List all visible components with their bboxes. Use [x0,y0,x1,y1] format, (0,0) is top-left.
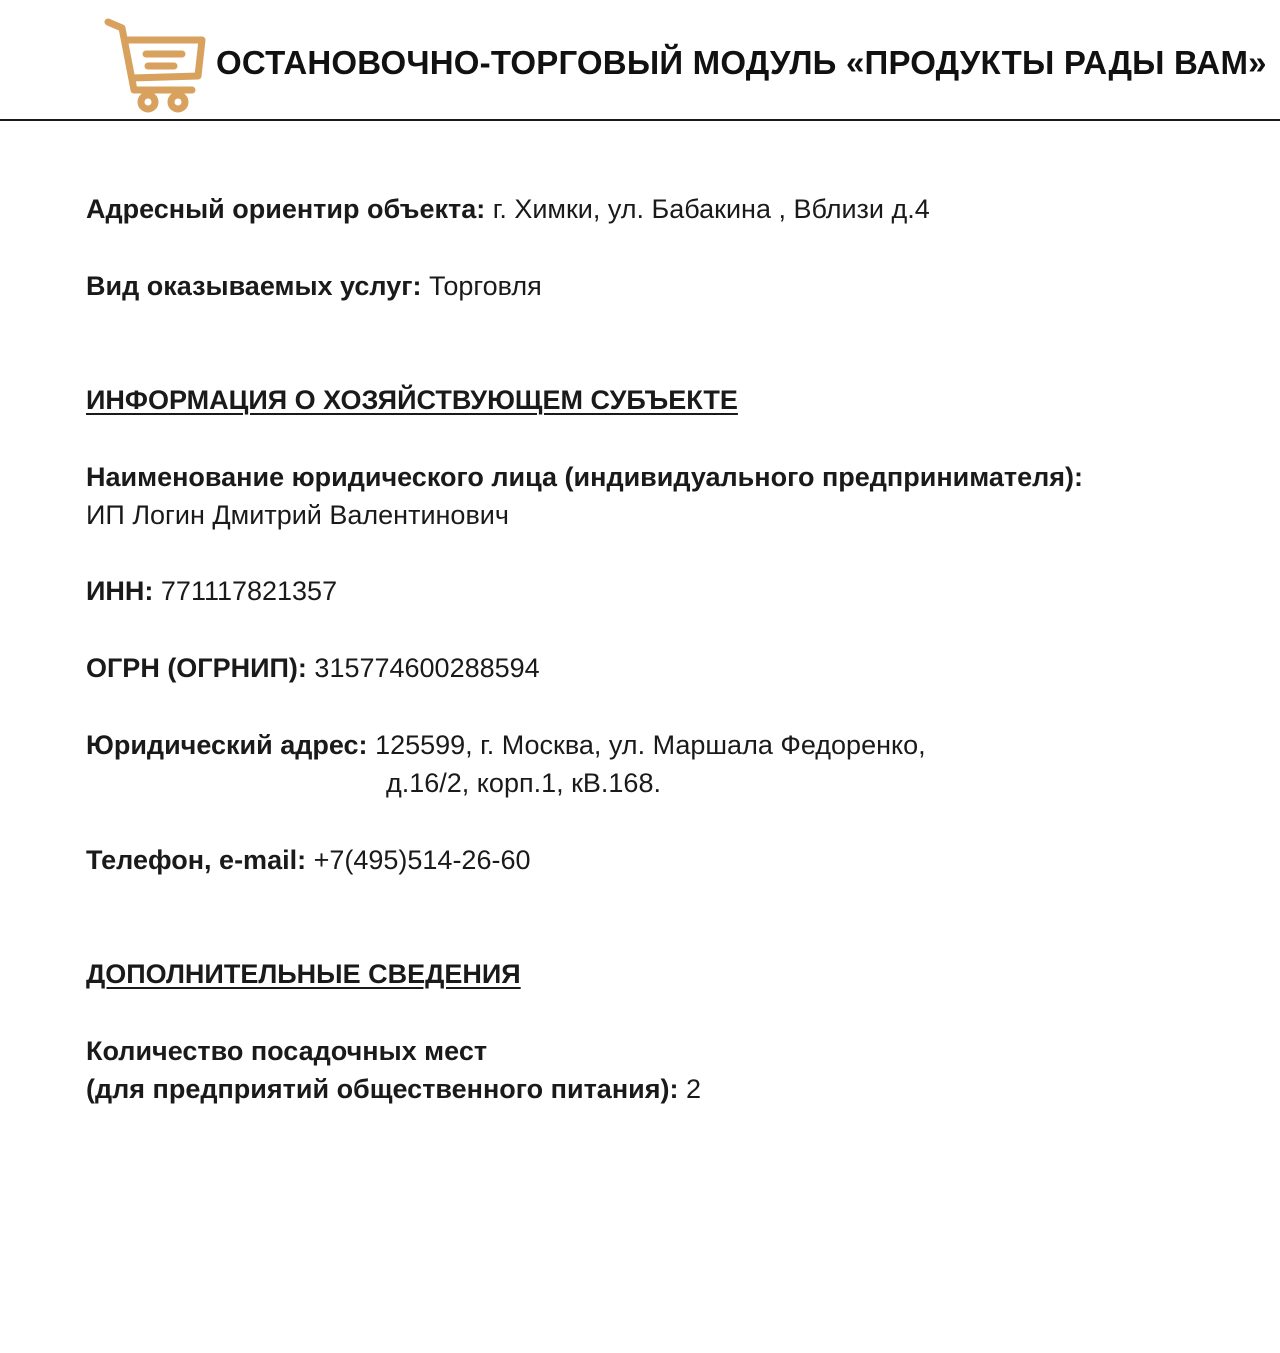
service-type-label: Вид оказываемых услуг: [86,271,422,301]
legal-address-line1: 125599, г. Москва, ул. Маршала Федоренко, [367,730,926,760]
entity-name-label: Наименование юридического лица (индивидуального предпринимателя): [86,462,1083,492]
legal-address-label: Юридический адрес: [86,730,368,760]
entity-name-value: ИП Логин Дмитрий Валентинович [86,500,509,530]
object-address-label: Адресный ориентир объекта: [86,194,486,224]
service-type-value: Торговля [421,271,542,301]
extra-section-heading: ДОПОЛНИТЕЛЬНЫЕ СВЕДЕНИЯ [86,959,521,989]
object-address [86,190,1206,228]
phone-email-label: Телефон, e-mail: [86,845,307,875]
legal-address [86,726,1206,764]
document-body [86,190,1206,1108]
legal-address-line2: д.16/2, корп.1, кВ.168. [386,768,661,798]
seats-label-line2: (для предприятий общественного питания): [86,1074,679,1104]
seats-label-line1: Количество посадочных мест [86,1036,488,1066]
shopping-cart-icon [104,16,208,114]
inn [86,572,1206,610]
phone-email [86,841,1206,879]
header-divider [0,119,1280,121]
header [0,0,1280,120]
seats [86,1070,1206,1108]
entity-section-heading: ИНФОРМАЦИЯ О ХОЗЯЙСТВУЮЩЕМ СУБЪЕКТЕ [86,385,738,415]
page-title: ОСТАНОВОЧНО-ТОРГОВЫЙ МОДУЛЬ «ПРОДУКТЫ РАДЫ ВАМ» [216,44,1267,81]
phone-email-value: +7(495)514-26-60 [306,845,531,875]
inn-value: 771117821357 [153,576,338,606]
ogrn-value: 315774600288594 [306,653,540,683]
inn-label: ИНН: [86,576,154,606]
seats-value: 2 [678,1074,701,1104]
service-type [86,267,1206,305]
object-address-value: г. Химки, ул. Бабакина , Вблизи д.4 [485,194,930,224]
ogrn-label: ОГРН (ОГРНИП): [86,653,307,683]
ogrn [86,649,1206,687]
